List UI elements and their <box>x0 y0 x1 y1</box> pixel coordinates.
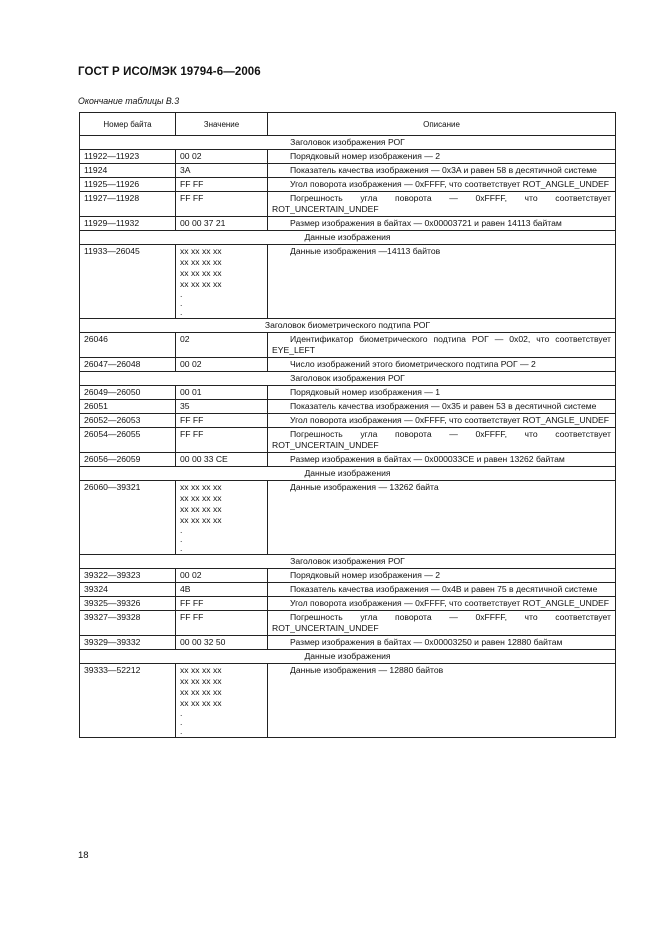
value-cell <box>176 333 268 358</box>
table-row <box>80 358 616 372</box>
continuation-dot: . <box>180 307 183 317</box>
description-cell: Погрешность угла поворота — 0xFFFF, что соответствует ROT_UNCERTAIN_UNDEF <box>268 611 616 636</box>
section-row <box>80 136 616 150</box>
header-row <box>80 113 616 136</box>
continuation-dot: . <box>180 726 183 736</box>
value-line: 00 00 33 CE <box>180 454 228 464</box>
description-cell: Данные изображения — 13262 байта <box>268 481 616 555</box>
table-row <box>80 192 616 217</box>
section-row <box>80 650 616 664</box>
table-row <box>80 428 616 453</box>
value-cell <box>176 164 268 178</box>
section-title: Заголовок изображения РОГ <box>80 136 616 150</box>
description-cell: Угол поворота изображения — 0xFFFF, что соответствует ROT_ANGLE_UNDEF <box>268 414 616 428</box>
value-line: 00 02 <box>180 570 202 580</box>
value-cell <box>176 245 268 319</box>
value-cell <box>176 178 268 192</box>
value-line: 00 00 37 21 <box>180 218 226 228</box>
value-cell <box>176 358 268 372</box>
description-cell: Показатель качества изображения — 0x3A и равен 58 в десятичной системе <box>268 164 616 178</box>
value-line: xx xx xx xx <box>180 279 222 289</box>
byte-number-cell: 39333—52212 <box>80 664 176 738</box>
value-line: 00 00 32 50 <box>180 637 226 647</box>
byte-table <box>79 112 616 738</box>
section-title: Заголовок изображения РОГ <box>80 372 616 386</box>
table-row <box>80 178 616 192</box>
byte-number-cell: 11922—11923 <box>80 150 176 164</box>
description-cell: Размер изображения в байтах — 0x00003250 и равен 12880 байтам <box>268 636 616 650</box>
value-line: xx xx xx xx <box>180 515 222 525</box>
value-line: 4B <box>180 584 191 594</box>
description-cell: Угол поворота изображения — 0xFFFF, что соответствует ROT_ANGLE_UNDEF <box>268 178 616 192</box>
description-cell: Размер изображения в байтах — 0x00003721 и равен 14113 байтам <box>268 217 616 231</box>
value-line: xx xx xx xx <box>180 676 222 686</box>
value-line: 3A <box>180 165 191 175</box>
section-row <box>80 231 616 245</box>
value-line: FF FF <box>180 193 204 203</box>
description-cell: Порядковый номер изображения — 1 <box>268 386 616 400</box>
value-cell <box>176 192 268 217</box>
value-cell <box>176 453 268 467</box>
value-line: FF FF <box>180 415 204 425</box>
byte-number-cell: 26051 <box>80 400 176 414</box>
continuation-dot: . <box>180 717 183 727</box>
description-cell: Порядковый номер изображения — 2 <box>268 150 616 164</box>
continuation-dot: . <box>180 543 183 553</box>
value-line: xx xx xx xx <box>180 257 222 267</box>
byte-number-cell: 39327—39328 <box>80 611 176 636</box>
table-row <box>80 245 616 319</box>
section-title: Заголовок биометрического подтипа РОГ <box>80 319 616 333</box>
column-header-bytes: Номер байта <box>80 113 176 136</box>
value-line: 35 <box>180 401 190 411</box>
value-cell <box>176 428 268 453</box>
byte-number-cell: 26046 <box>80 333 176 358</box>
value-cell <box>176 400 268 414</box>
table-row <box>80 400 616 414</box>
byte-number-cell: 26060—39321 <box>80 481 176 555</box>
document-header: ГОСТ Р ИСО/МЭК 19794-6—2006 <box>78 66 261 78</box>
table-row <box>80 217 616 231</box>
value-line: xx xx xx xx <box>180 504 222 514</box>
byte-number-cell: 39322—39323 <box>80 569 176 583</box>
continuation-dot: . <box>180 534 183 544</box>
value-line: xx xx xx xx <box>180 698 222 708</box>
table-row <box>80 453 616 467</box>
value-cell <box>176 583 268 597</box>
value-cell <box>176 386 268 400</box>
table-row <box>80 386 616 400</box>
table-row <box>80 150 616 164</box>
continuation-dot: . <box>180 289 183 299</box>
description-cell: Идентификатор биометрического подтипа РОГ — 0x02, что соответствует EYE_LEFT <box>268 333 616 358</box>
value-line: xx xx xx xx <box>180 482 222 492</box>
byte-number-cell: 11924 <box>80 164 176 178</box>
value-line: FF FF <box>180 598 204 608</box>
table-row <box>80 597 616 611</box>
byte-number-cell: 39329—39332 <box>80 636 176 650</box>
byte-number-cell: 26056—26059 <box>80 453 176 467</box>
continuation-dot: . <box>180 525 183 535</box>
value-line: 00 01 <box>180 387 202 397</box>
table-header <box>80 113 616 136</box>
table-caption: Окончание таблицы В.3 <box>78 96 180 106</box>
value-line: xx xx xx xx <box>180 493 222 503</box>
value-line: FF FF <box>180 429 204 439</box>
value-line: xx xx xx xx <box>180 687 222 697</box>
continuation-dot: . <box>180 298 183 308</box>
value-cell <box>176 636 268 650</box>
section-row <box>80 467 616 481</box>
byte-number-cell: 11925—11926 <box>80 178 176 192</box>
table-row <box>80 611 616 636</box>
value-cell <box>176 217 268 231</box>
byte-number-cell: 26049—26050 <box>80 386 176 400</box>
byte-number-cell: 26047—26048 <box>80 358 176 372</box>
section-row <box>80 372 616 386</box>
byte-number-cell: 11933—26045 <box>80 245 176 319</box>
value-line: xx xx xx xx <box>180 268 222 278</box>
column-header-value: Значение <box>176 113 268 136</box>
value-line: xx xx xx xx <box>180 665 222 675</box>
value-cell <box>176 611 268 636</box>
description-cell: Показатель качества изображения — 0x35 и равен 53 в десятичной системе <box>268 400 616 414</box>
table-row <box>80 664 616 738</box>
value-line: 00 02 <box>180 359 202 369</box>
description-cell: Данные изображения —14113 байтов <box>268 245 616 319</box>
description-cell: Число изображений этого биометрического подтипа РОГ — 2 <box>268 358 616 372</box>
value-line: FF FF <box>180 612 204 622</box>
description-cell: Погрешность угла поворота — 0xFFFF, что соответствует ROT_UNCERTAIN_UNDEF <box>268 192 616 217</box>
table-row <box>80 333 616 358</box>
description-cell: Погрешность угла поворота — 0xFFFF, что соответствует ROT_UNCERTAIN_UNDEF <box>268 428 616 453</box>
value-line: 00 02 <box>180 151 202 161</box>
byte-number-cell: 11927—11928 <box>80 192 176 217</box>
continuation-dot: . <box>180 708 183 718</box>
section-title: Данные изображения <box>80 467 616 481</box>
value-cell <box>176 597 268 611</box>
description-cell: Угол поворота изображения — 0xFFFF, что соответствует ROT_ANGLE_UNDEF <box>268 597 616 611</box>
section-title: Заголовок изображения РОГ <box>80 555 616 569</box>
table-row <box>80 636 616 650</box>
page-number: 18 <box>78 850 89 861</box>
value-cell <box>176 664 268 738</box>
value-line: xx xx xx xx <box>180 246 222 256</box>
byte-number-cell: 39325—39326 <box>80 597 176 611</box>
table-row <box>80 569 616 583</box>
byte-number-cell: 11929—11932 <box>80 217 176 231</box>
section-title: Данные изображения <box>80 231 616 245</box>
value-line: FF FF <box>180 179 204 189</box>
table-row <box>80 164 616 178</box>
value-cell <box>176 414 268 428</box>
description-cell: Данные изображения — 12880 байтов <box>268 664 616 738</box>
byte-number-cell: 26054—26055 <box>80 428 176 453</box>
value-cell <box>176 150 268 164</box>
value-line: 02 <box>180 334 190 344</box>
table-row <box>80 583 616 597</box>
table-row <box>80 414 616 428</box>
section-row <box>80 319 616 333</box>
value-cell <box>176 481 268 555</box>
table-body <box>80 136 616 738</box>
description-cell: Порядковый номер изображения — 2 <box>268 569 616 583</box>
description-cell: Размер изображения в байтах — 0x000033CE и равен 13262 байтам <box>268 453 616 467</box>
section-title: Данные изображения <box>80 650 616 664</box>
section-row <box>80 555 616 569</box>
byte-number-cell: 26052—26053 <box>80 414 176 428</box>
table-row <box>80 481 616 555</box>
value-cell <box>176 569 268 583</box>
column-header-description: Описание <box>268 113 616 136</box>
byte-number-cell: 39324 <box>80 583 176 597</box>
description-cell: Показатель качества изображения — 0x4B и равен 75 в десятичной системе <box>268 583 616 597</box>
